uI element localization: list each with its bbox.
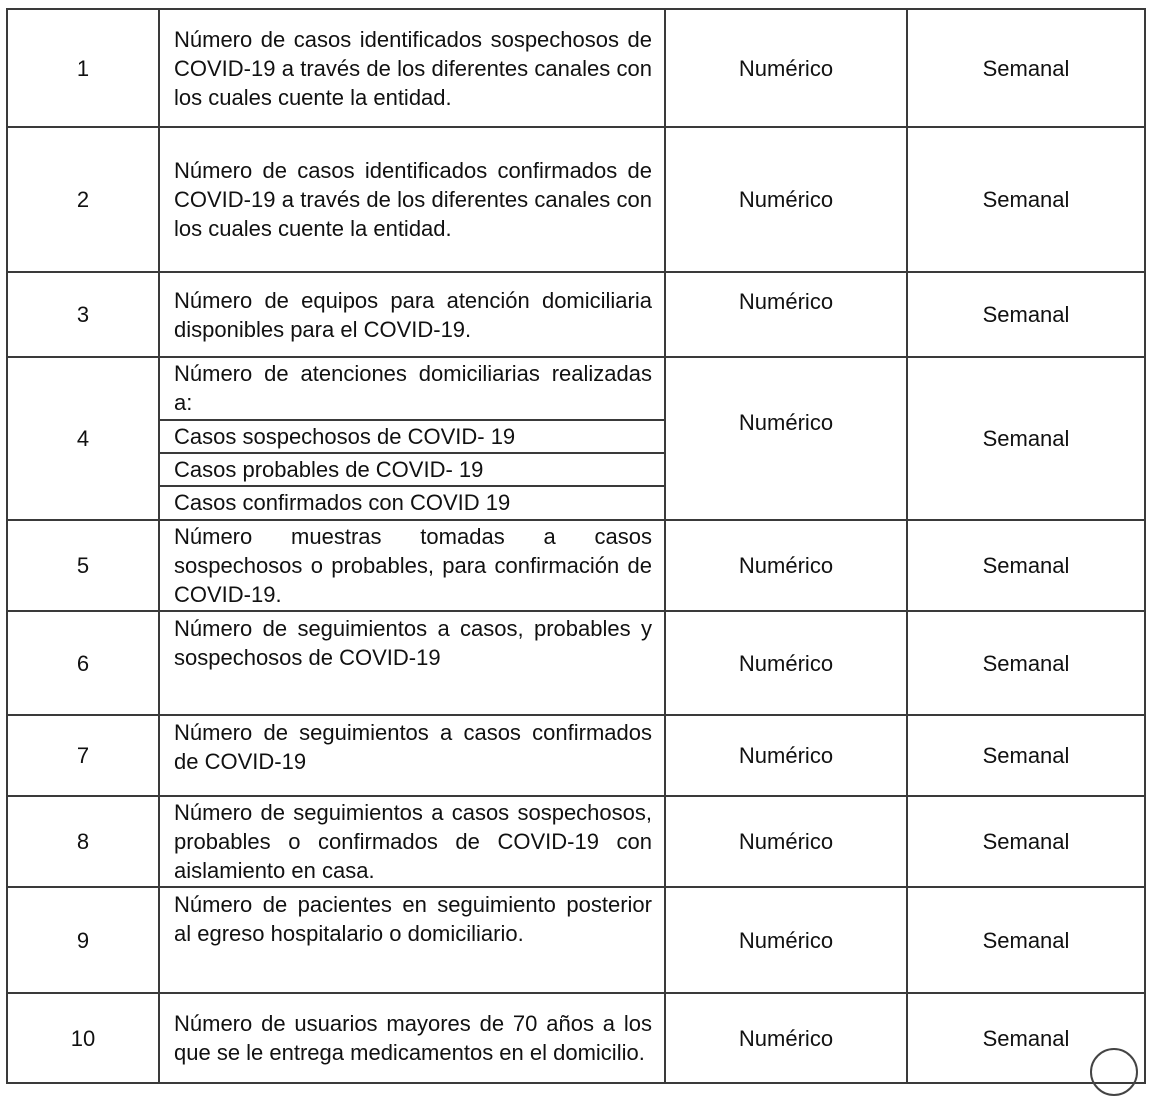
data-type: Numérico [665, 796, 907, 887]
table-row [7, 272, 1145, 357]
indicator-description: Número de seguimientos a casos sospechosos, probables o confirmados de COVID-19 con aislamiento en casa. [159, 796, 665, 887]
indicator-description: Número de seguimientos a casos confirmados de COVID-19 [159, 715, 665, 796]
report-frequency: Semanal [907, 993, 1145, 1083]
row-number: 8 [7, 796, 159, 887]
data-type: Numérico [665, 520, 907, 611]
table-row [7, 715, 1145, 796]
report-frequency: Semanal [907, 272, 1145, 357]
indicator-description [159, 357, 665, 520]
report-frequency: Semanal [907, 9, 1145, 127]
table-row [7, 993, 1145, 1083]
indicator-description: Número de usuarios mayores de 70 años a los que se le entrega medicamentos en el domicilio. [159, 993, 665, 1083]
indicator-description: Número de casos identificados sospechosos de COVID-19 a través de los diferentes canales con los cuales cuente la entidad. [159, 9, 665, 127]
stamp-mark [1090, 1048, 1138, 1096]
row-number: 4 [7, 357, 159, 520]
table-row [7, 887, 1145, 993]
data-type: Numérico [665, 127, 907, 272]
sub-item: Casos confirmados con COVID 19 [160, 485, 664, 518]
indicator-description: Número de casos identificados confirmados de COVID-19 a través de los diferentes canales con los cuales cuente la entidad. [159, 127, 665, 272]
report-frequency: Semanal [907, 520, 1145, 611]
row-number: 2 [7, 127, 159, 272]
data-type: Numérico [665, 993, 907, 1083]
report-frequency: Semanal [907, 357, 1145, 520]
data-type: Numérico [665, 272, 907, 357]
row-number: 7 [7, 715, 159, 796]
report-frequency: Semanal [907, 887, 1145, 993]
description-intro: Número de atenciones domiciliarias realizadas a: [174, 361, 652, 415]
row-number: 5 [7, 520, 159, 611]
data-type: Numérico [665, 611, 907, 715]
table-row [7, 796, 1145, 887]
indicator-description: Número de seguimientos a casos, probables y sospechosos de COVID-19 [159, 611, 665, 715]
indicator-description: Número muestras tomadas a casos sospechosos o probables, para confirmación de COVID-19. [159, 520, 665, 611]
report-frequency: Semanal [907, 611, 1145, 715]
indicators-table [6, 8, 1146, 1084]
table-row [7, 127, 1145, 272]
report-frequency: Semanal [907, 796, 1145, 887]
table-row [7, 520, 1145, 611]
table-row [7, 611, 1145, 715]
row-number: 1 [7, 9, 159, 127]
data-type: Numérico [665, 357, 907, 520]
data-type: Numérico [665, 9, 907, 127]
sub-item: Casos probables de COVID- 19 [160, 452, 664, 485]
sub-item: Casos sospechosos de COVID- 19 [160, 419, 664, 452]
row-number: 9 [7, 887, 159, 993]
table-row [7, 9, 1145, 127]
data-type: Numérico [665, 887, 907, 993]
indicator-description: Número de equipos para atención domiciliaria disponibles para el COVID-19. [159, 272, 665, 357]
report-frequency: Semanal [907, 127, 1145, 272]
row-number: 3 [7, 272, 159, 357]
indicator-description: Número de pacientes en seguimiento posterior al egreso hospitalario o domiciliario. [159, 887, 665, 993]
data-type: Numérico [665, 715, 907, 796]
row-number: 6 [7, 611, 159, 715]
row-number: 10 [7, 993, 159, 1083]
report-frequency: Semanal [907, 715, 1145, 796]
table-row [7, 357, 1145, 520]
